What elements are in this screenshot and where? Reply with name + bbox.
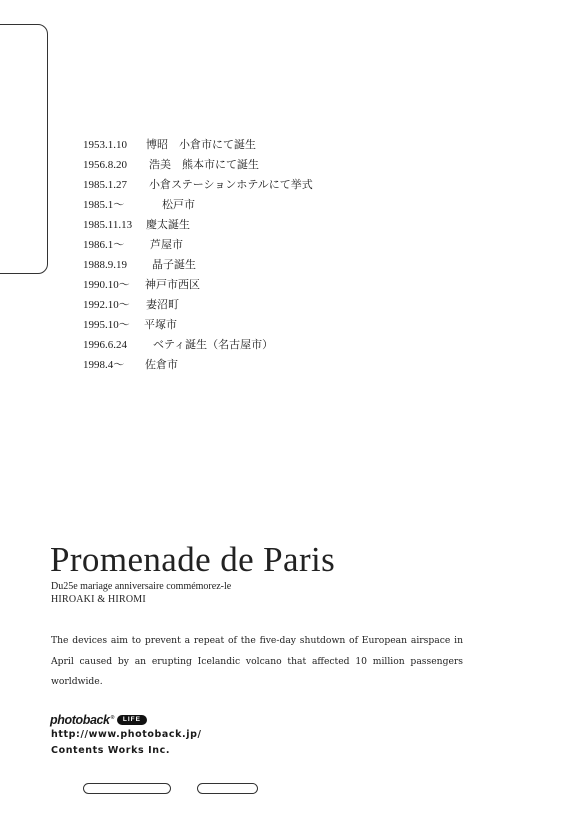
timeline-row <box>83 256 196 276</box>
timeline-row <box>83 216 190 236</box>
timeline-list <box>83 136 313 376</box>
timeline-date: 1998.4〜 <box>83 359 125 371</box>
timeline-row <box>83 136 256 156</box>
timeline-row <box>83 296 179 316</box>
timeline-event: 神戸市西区 <box>145 279 200 291</box>
couple-names: HIROAKI & HIROMI <box>51 594 146 605</box>
timeline-date: 1953.1.10 <box>83 139 127 151</box>
timeline-event: 慶太誕生 <box>146 219 190 231</box>
timeline-date: 1956.8.20 <box>83 159 127 171</box>
timeline-date: 1985.1〜 <box>83 199 125 211</box>
timeline-row <box>83 276 200 296</box>
timeline-date: 1985.11.13 <box>83 219 133 231</box>
timeline-date: 1996.6.24 <box>83 339 127 351</box>
book-title: Promenade de Paris <box>50 540 336 579</box>
timeline-date: 1990.10〜 <box>83 279 130 291</box>
logo-wordmark: photoback® <box>50 713 114 727</box>
timeline-event: 博昭 小倉市にて誕生 <box>146 139 256 151</box>
description-text: The devices aim to prevent a repeat of the five-day shutdown of European airspace in April caused by an erupting Icelandic volcano that affected 10 million passengers worldwide. <box>51 635 463 687</box>
timeline-row <box>83 356 178 376</box>
footer-pill-right <box>197 783 258 794</box>
logo-life-badge: LIFE <box>117 715 147 725</box>
timeline-event: 芦屋市 <box>150 239 183 251</box>
timeline-event: 小倉ステーションホテルにて挙式 <box>149 179 313 191</box>
timeline-row <box>83 336 274 356</box>
timeline-date: 1986.1〜 <box>83 239 125 251</box>
timeline-row <box>83 236 183 256</box>
timeline-event: 平塚市 <box>144 319 177 331</box>
timeline-row <box>83 196 195 216</box>
timeline-date: 1995.10〜 <box>83 319 130 331</box>
timeline-event: 松戸市 <box>162 199 195 211</box>
timeline-event: 妻沼町 <box>146 299 179 311</box>
timeline-row <box>83 316 177 336</box>
company-name: Contents Works Inc. <box>51 745 171 756</box>
side-tab-frame <box>0 24 48 274</box>
book-subtitle: Du25e mariage anniversaire commémorez-le <box>51 581 232 592</box>
timeline-date: 1988.9.19 <box>83 259 127 271</box>
timeline-date: 1985.1.27 <box>83 179 127 191</box>
photoback-logo <box>50 711 147 727</box>
timeline-row <box>83 156 259 176</box>
website-url: http://www.photoback.jp/ <box>51 729 202 740</box>
footer-pill-left <box>83 783 171 794</box>
timeline-event: 佐倉市 <box>145 359 178 371</box>
timeline-row <box>83 176 313 196</box>
timeline-date: 1992.10〜 <box>83 299 130 311</box>
timeline-event: 晶子誕生 <box>152 259 196 271</box>
timeline-event: ベティ誕生（名古屋市） <box>153 339 274 351</box>
timeline-event: 浩美 熊本市にて誕生 <box>149 159 259 171</box>
